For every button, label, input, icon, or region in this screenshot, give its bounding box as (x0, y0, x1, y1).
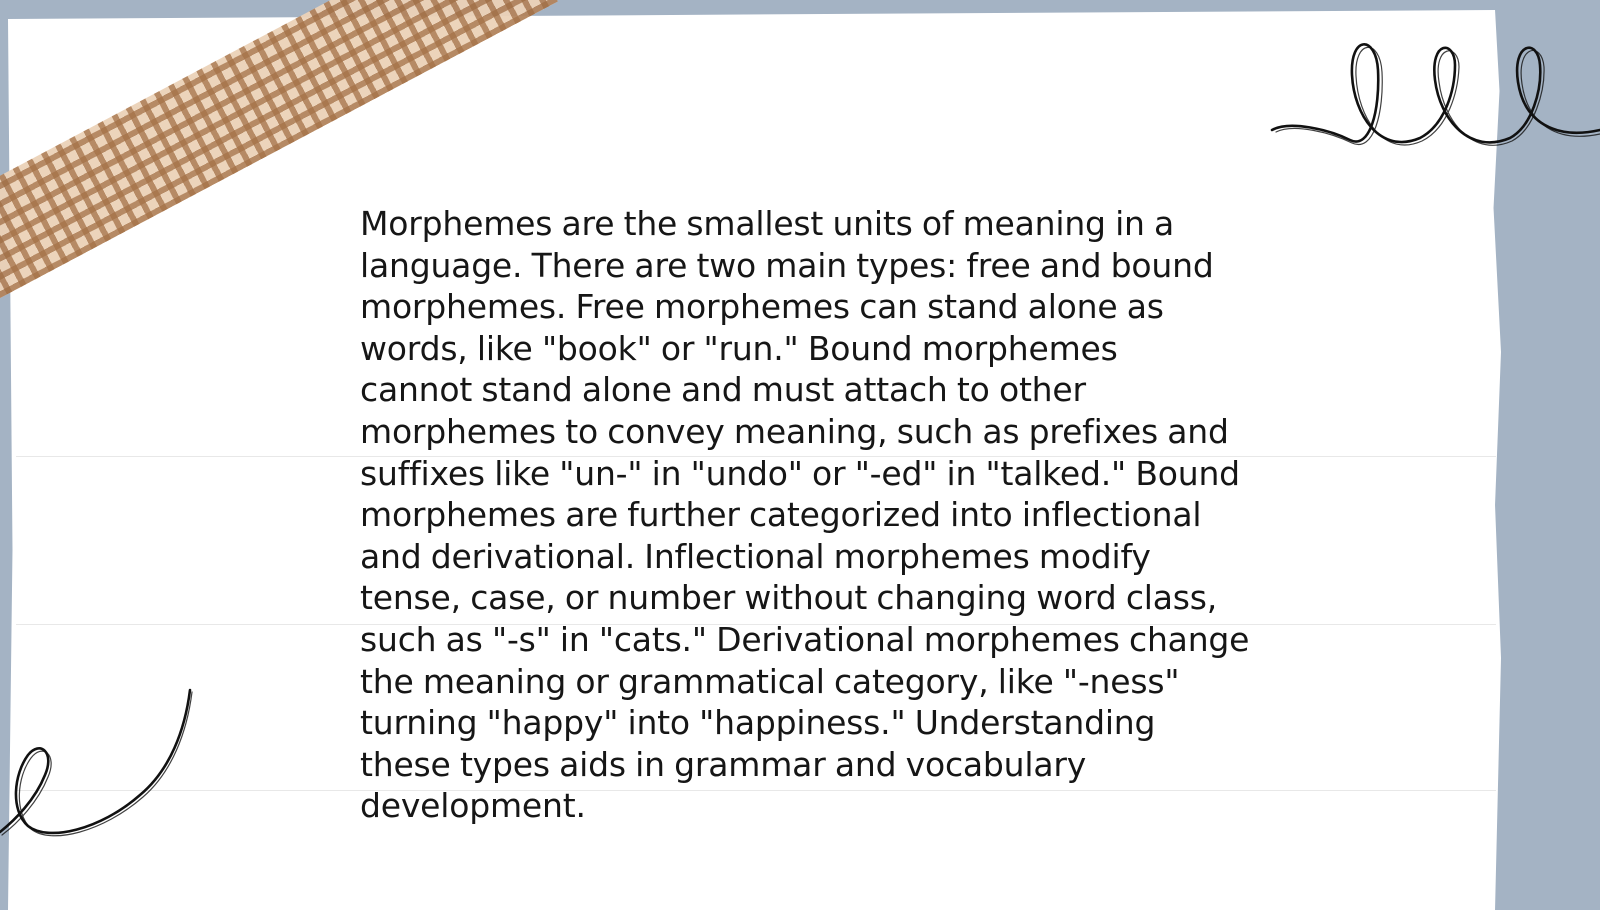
loop-scribble-icon (1270, 30, 1600, 170)
paragraph-line: development. (360, 786, 586, 826)
paragraph-line: Morphemes are the smallest units of meaning in a (360, 204, 1175, 243)
paragraph-line: language. There are two main types: free and bound (360, 245, 1214, 285)
paragraph-line: turning "happy" into "happiness." Understanding (360, 703, 1156, 743)
paragraph-line: such as "-s" in "cats." Derivational morphemes change (360, 619, 1250, 659)
paragraph-line: morphemes. Free morphemes can stand alone as (360, 287, 1164, 327)
paragraph-line: and derivational. Inflectional morphemes modify (360, 536, 1151, 576)
paragraph-line: cannot stand alone and must attach to other (360, 370, 1086, 410)
paragraph-line: the meaning or grammatical category, like "-ness" (360, 661, 1180, 701)
paragraph-line: tense, case, or number without changing word class, (360, 578, 1218, 618)
paragraph-line: words, like "book" or "run." Bound morphemes (360, 328, 1118, 368)
paragraph-text (360, 203, 1260, 827)
swoosh-scribble-icon (0, 690, 200, 850)
paragraph-line: these types aids in grammar and vocabulary (360, 744, 1087, 784)
paragraph-line: morphemes to convey meaning, such as prefixes and (360, 411, 1229, 451)
paragraph-line: morphemes are further categorized into inflectional (360, 495, 1202, 535)
paragraph-line: suffixes like "un-" in "undo" or "-ed" in "talked." Bound (360, 453, 1240, 493)
